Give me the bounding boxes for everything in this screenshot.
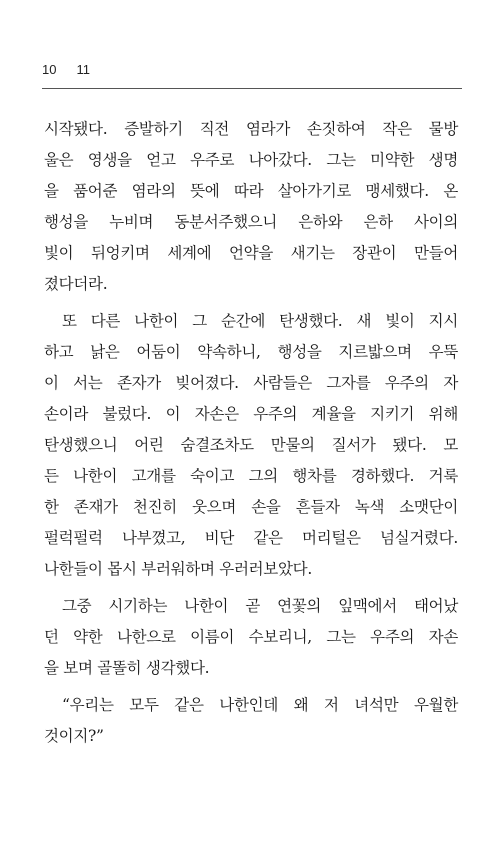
text-line: 그중 시기하는 나한이 곧 연꽃의 잎맥에서 태어났: [62, 597, 458, 615]
right-page-number: 11: [76, 62, 90, 77]
text-line: 펄럭펄럭 나부꼈고, 비단 같은 머리털은 넘실거렸다.: [44, 529, 458, 547]
text-line: 탄생했으니 어린 숨결조차도 만물의 질서가 됐다. 모: [44, 436, 458, 454]
text-line: 행성을 누비며 동분서주했으니 은하와 은하 사이의: [44, 213, 458, 231]
page-numbers: [42, 62, 462, 77]
text-line: 손이라 불렀다. 이 자손은 우주의 계율을 지키기 위해: [44, 405, 458, 423]
text-line: 을 품어준 염라의 뜻에 따라 살아가기로 맹세했다. 온: [44, 182, 458, 200]
body-text: [44, 114, 458, 752]
text-line: 나한들이 몹시 부러워하며 우러러보았다.: [44, 560, 312, 578]
text-line: 빛이 뒤엉키며 세계에 언약을 새기는 장관이 만들어: [44, 244, 458, 262]
page-header: [42, 62, 462, 90]
text-line: 던 약한 나한으로 이름이 수보리니, 그는 우주의 자손: [44, 628, 458, 646]
paragraph-4: [44, 690, 458, 752]
text-line: 졌다더라.: [44, 275, 108, 293]
text-line: “우리는 모두 같은 나한인데 왜 저 녀석만 우월한: [62, 696, 458, 714]
text-line: 을 보며 골똘히 생각했다.: [44, 659, 210, 677]
text-line: 울은 영생을 얻고 우주로 나아갔다. 그는 미약한 생명: [44, 151, 458, 169]
paragraph-2: [44, 306, 458, 585]
text-line: 든 나한이 고개를 숙이고 그의 행차를 경하했다. 거룩: [44, 467, 458, 485]
text-line: 이 서는 존자가 빚어졌다. 사람들은 그자를 우주의 자: [44, 374, 458, 392]
text-line: 또 다른 나한이 그 순간에 탄생했다. 새 빛이 지시: [62, 312, 458, 330]
header-divider: [42, 88, 462, 89]
paragraph-1: [44, 114, 458, 300]
paragraph-3: [44, 591, 458, 684]
text-line: 시작됐다. 증발하기 직전 염라가 손짓하여 작은 물방: [44, 120, 458, 138]
left-page-number: 10: [42, 62, 57, 77]
text-line: 것이지?”: [44, 727, 104, 745]
text-line: 하고 낡은 어둠이 약속하니, 행성을 지르밟으며 우뚝: [44, 343, 458, 361]
text-line: 한 존재가 천진히 웃으며 손을 흔들자 녹색 소맷단이: [44, 498, 458, 516]
